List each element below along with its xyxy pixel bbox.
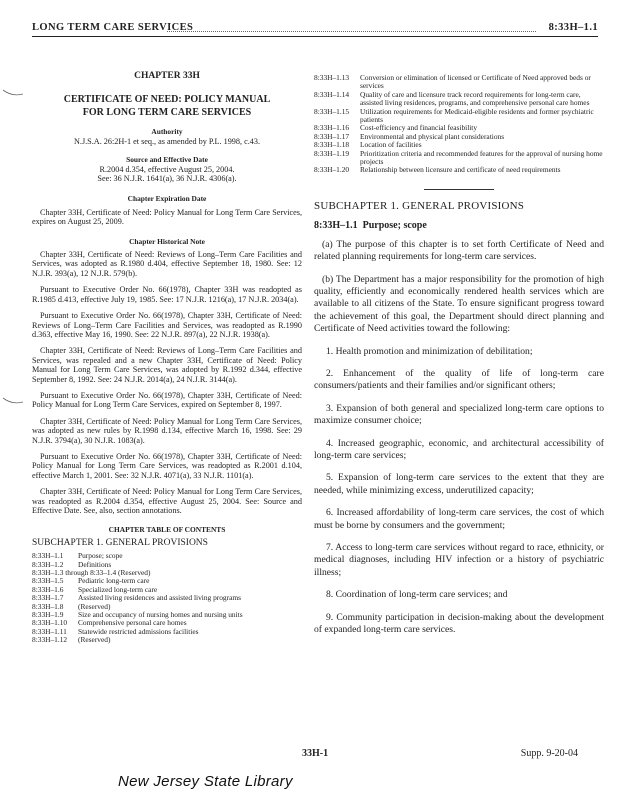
history-note: Pursuant to Executive Order No. 66(1978), Chapter 33H, Certificate of Need: Policy Manual for Long Term Care Services, expired on September 8, 1997.	[32, 390, 302, 410]
history-note: Chapter 33H, Certificate of Need: Policy Manual for Long Term Care Services, was readopted as R.2004 d.354, effective August 25, 2004. See: Source and Effective Date. See, also, section annotations.	[32, 487, 302, 515]
toc-entry[interactable]: 8:33H–1.17 Environmental and physical plant considerations	[314, 131, 505, 141]
toc-entry[interactable]: 8:33H–1.18 Location of facilities	[314, 140, 422, 150]
list-item: 9. Community participation in decision-making about the development of expanded long-term care services.	[314, 611, 604, 636]
source-text-1: R.2004 d.354, effective August 25, 2004.	[99, 164, 235, 174]
list-item: 1. Health promotion and minimization of debilitation;	[326, 345, 533, 357]
authority-heading: Authority	[151, 127, 183, 137]
toc-entry[interactable]: 8:33H–1.15 Utilization requirements for Medicaid-eligible residents and former psychiatric patients	[314, 106, 594, 125]
chapter-title-line1: CERTIFICATE OF NEED: POLICY MANUAL	[63, 94, 271, 106]
margin-mark-icon	[2, 396, 24, 406]
toc-entry[interactable]: 8:33H–1.1 Purpose; scope	[32, 551, 123, 561]
list-item: 6. Increased affordability of long-term care services, the cost of which must be borne by consumers and the government;	[314, 507, 604, 531]
expiration-text: Chapter 33H, Certificate of Need: Policy Manual for Long Term Care Services, expires on August 25, 2009.	[32, 207, 302, 227]
header-title: LONG TERM CARE SERVICES	[32, 22, 194, 33]
history-note: Chapter 33H, Certificate of Need: Reviews of Long–Term Care Facilities and Services, was repealed and a new Chapter 33H, Certificate of Need: Policy Manual for Long Term Care Services, was adopted by R.1992 d.344, effective September 8, 1992. See: 24 N.J.R. 2014(a), 24 N.J.R. 3144(a).	[32, 346, 302, 384]
source-text-2: See: 36 N.J.R. 1641(a), 36 N.J.R. 4306(a).	[97, 174, 237, 184]
section-heading	[314, 221, 604, 230]
subchapter-heading: SUBCHAPTER 1. GENERAL PROVISIONS	[314, 199, 525, 212]
margin-mark-icon	[2, 88, 24, 98]
running-header	[32, 22, 598, 37]
toc-entry[interactable]: 8:33H–1.9 Size and occupancy of nursing homes and nursing units	[32, 610, 243, 620]
history-note: Pursuant to Executive Order No. 66(1978), Chapter 33H was readopted as R.1985 d.413, effective July 19, 1985. See: 17 N.J.R. 1216(a), 17 N.J.R. 2034(a).	[32, 285, 302, 304]
history-note: Chapter 33H, Certificate of Need: Policy Manual for Long Term Care Services, was adopted as new rules by R.1998 d.134, effective March 16, 1998. See: 29 N.J.R. 3794(a), 30 N.J.R. 1083(a).	[32, 416, 302, 445]
list-item: 8. Coordination of long-term care services; and	[326, 589, 508, 601]
toc-entry[interactable]: 8:33H–1.3 through 8:33–1.4 (Reserved)	[32, 568, 151, 578]
toc-entry[interactable]: 8:33H–1.10 Comprehensive personal care homes	[32, 618, 187, 628]
section-title: Purpose; scope	[362, 220, 427, 232]
header-leader	[167, 31, 536, 32]
toc-list-continued	[314, 74, 604, 175]
toc-entry[interactable]: 8:33H–1.14 Quality of care and licensure track record requirements for long-term care, assisted living residences, programs, and comprehensive personal care homes	[314, 89, 590, 108]
expiration-heading: Chapter Expiration Date	[127, 194, 207, 204]
toc-entry[interactable]: 8:33H–1.11 Statewide restricted admissions facilities	[32, 626, 199, 636]
header-section: 8:33H–1.1	[548, 22, 598, 33]
toc-entry[interactable]: 8:33H–1.19 Prioritization criteria and recommended features for the approval of nursing home projects	[314, 148, 603, 167]
list-item: 2. Enhancement of the quality of life of long-term care consumers/patients and their families and/or significant others;	[314, 367, 604, 392]
toc-entry[interactable]: 8:33H–1.2 Definitions	[32, 559, 112, 569]
toc-entry[interactable]: 8:33H–1.7 Assisted living residences and assisted living programs	[32, 593, 241, 603]
library-stamp: New Jersey State Library	[118, 773, 293, 790]
supplement-date: Supp. 9-20-04	[520, 748, 578, 759]
toc-entry[interactable]: 8:33H–1.20 Relationship between licensure and certificate of need requirements	[314, 165, 561, 175]
toc-entry[interactable]: 8:33H–1.6 Specialized long-term care	[32, 584, 158, 594]
section-body	[314, 239, 604, 637]
toc-subchapter: SUBCHAPTER 1. GENERAL PROVISIONS	[32, 537, 208, 548]
left-column	[32, 66, 302, 645]
section-number: 8:33H–1.1	[314, 220, 358, 232]
toc-entry[interactable]: 8:33H–1.16 Cost-efficiency and financial feasibility	[314, 123, 478, 133]
history-heading: Chapter Historical Note	[129, 236, 205, 246]
chapter-number: CHAPTER 33H	[134, 71, 200, 81]
chapter-title	[32, 93, 302, 119]
page-number: 33H-1	[302, 748, 329, 759]
authority-text: N.J.S.A. 26:2H-1 et seq., as amended by P.L. 1998, c.43.	[73, 136, 261, 146]
history-note: Pursuant to Executive Order No. 66(1978), Chapter 33H, Certificate of Need: Reviews of Long–Term Care Facilities and Services, was readopted as R.1990 d.363, effective May 16, 1990. See: 22 N.J.R. 897(a), 22 N.J.R. 1938(a).	[32, 311, 302, 339]
toc-entry[interactable]: 8:33H–1.12 (Reserved)	[32, 635, 111, 645]
toc-entry[interactable]: 8:33H–1.8 (Reserved)	[32, 601, 111, 611]
toc-entry[interactable]: 8:33H–1.5 Pediatric long-term care	[32, 576, 150, 586]
list-item: 4. Increased geographic, economic, and architectural accessibility of long-term care services;	[314, 437, 604, 461]
history-note: Pursuant to Executive Order No. 66(1978), Chapter 33H, Certificate of Need: Policy Manual for Long Term Care Services, was readopted as R.2001 d.104, effective March 1, 2001. See: 32 N.J.R. 4071(a), 33 N.J.R. 1101(a).	[32, 451, 302, 480]
toc-heading: CHAPTER TABLE OF CONTENTS	[108, 525, 226, 535]
list-item: 7. Access to long-term care services without regard to race, ethnicity, or medical diagnoses, including HIV infection or a history of psychiatric illness;	[314, 542, 604, 578]
source-heading: Source and Effective Date	[126, 155, 208, 165]
toc-list	[32, 552, 302, 644]
right-column	[314, 74, 604, 646]
section-divider	[424, 189, 494, 190]
list-item: 5. Expansion of long-term care services to the extent that they are needed, while minimizing excess, underutilized capacity;	[314, 472, 604, 496]
paragraph-a: (a) The purpose of this chapter is to set forth Certificate of Need and related planning requirements for long-term care services.	[314, 238, 604, 263]
chapter-title-line2: FOR LONG TERM CARE SERVICES	[82, 107, 252, 119]
paragraph-b: (b) The Department has a major responsibility for the promotion of high quality, efficiently and economically rendered health services which are available to all citizens of the State. To ensure significant progress toward the achievement of this goal, the Department should direct planning and Certificate of Need activities toward the following:	[314, 273, 604, 335]
toc-entry[interactable]: 8:33H–1.13 Conversion or elimination of licensed or Certificate of Need approved beds or services	[314, 73, 591, 91]
list-item: 3. Expansion of both general and specialized long-term care options to maximize consumer choice;	[314, 402, 604, 427]
history-note: Chapter 33H, Certificate of Need: Reviews of Long–Term Care Facilities and Services, was adopted as R.1980 d.404, effective September 18, 1980. See: 12 N.J.R. 393(a), 12 N.J.R. 579(b).	[32, 250, 302, 278]
